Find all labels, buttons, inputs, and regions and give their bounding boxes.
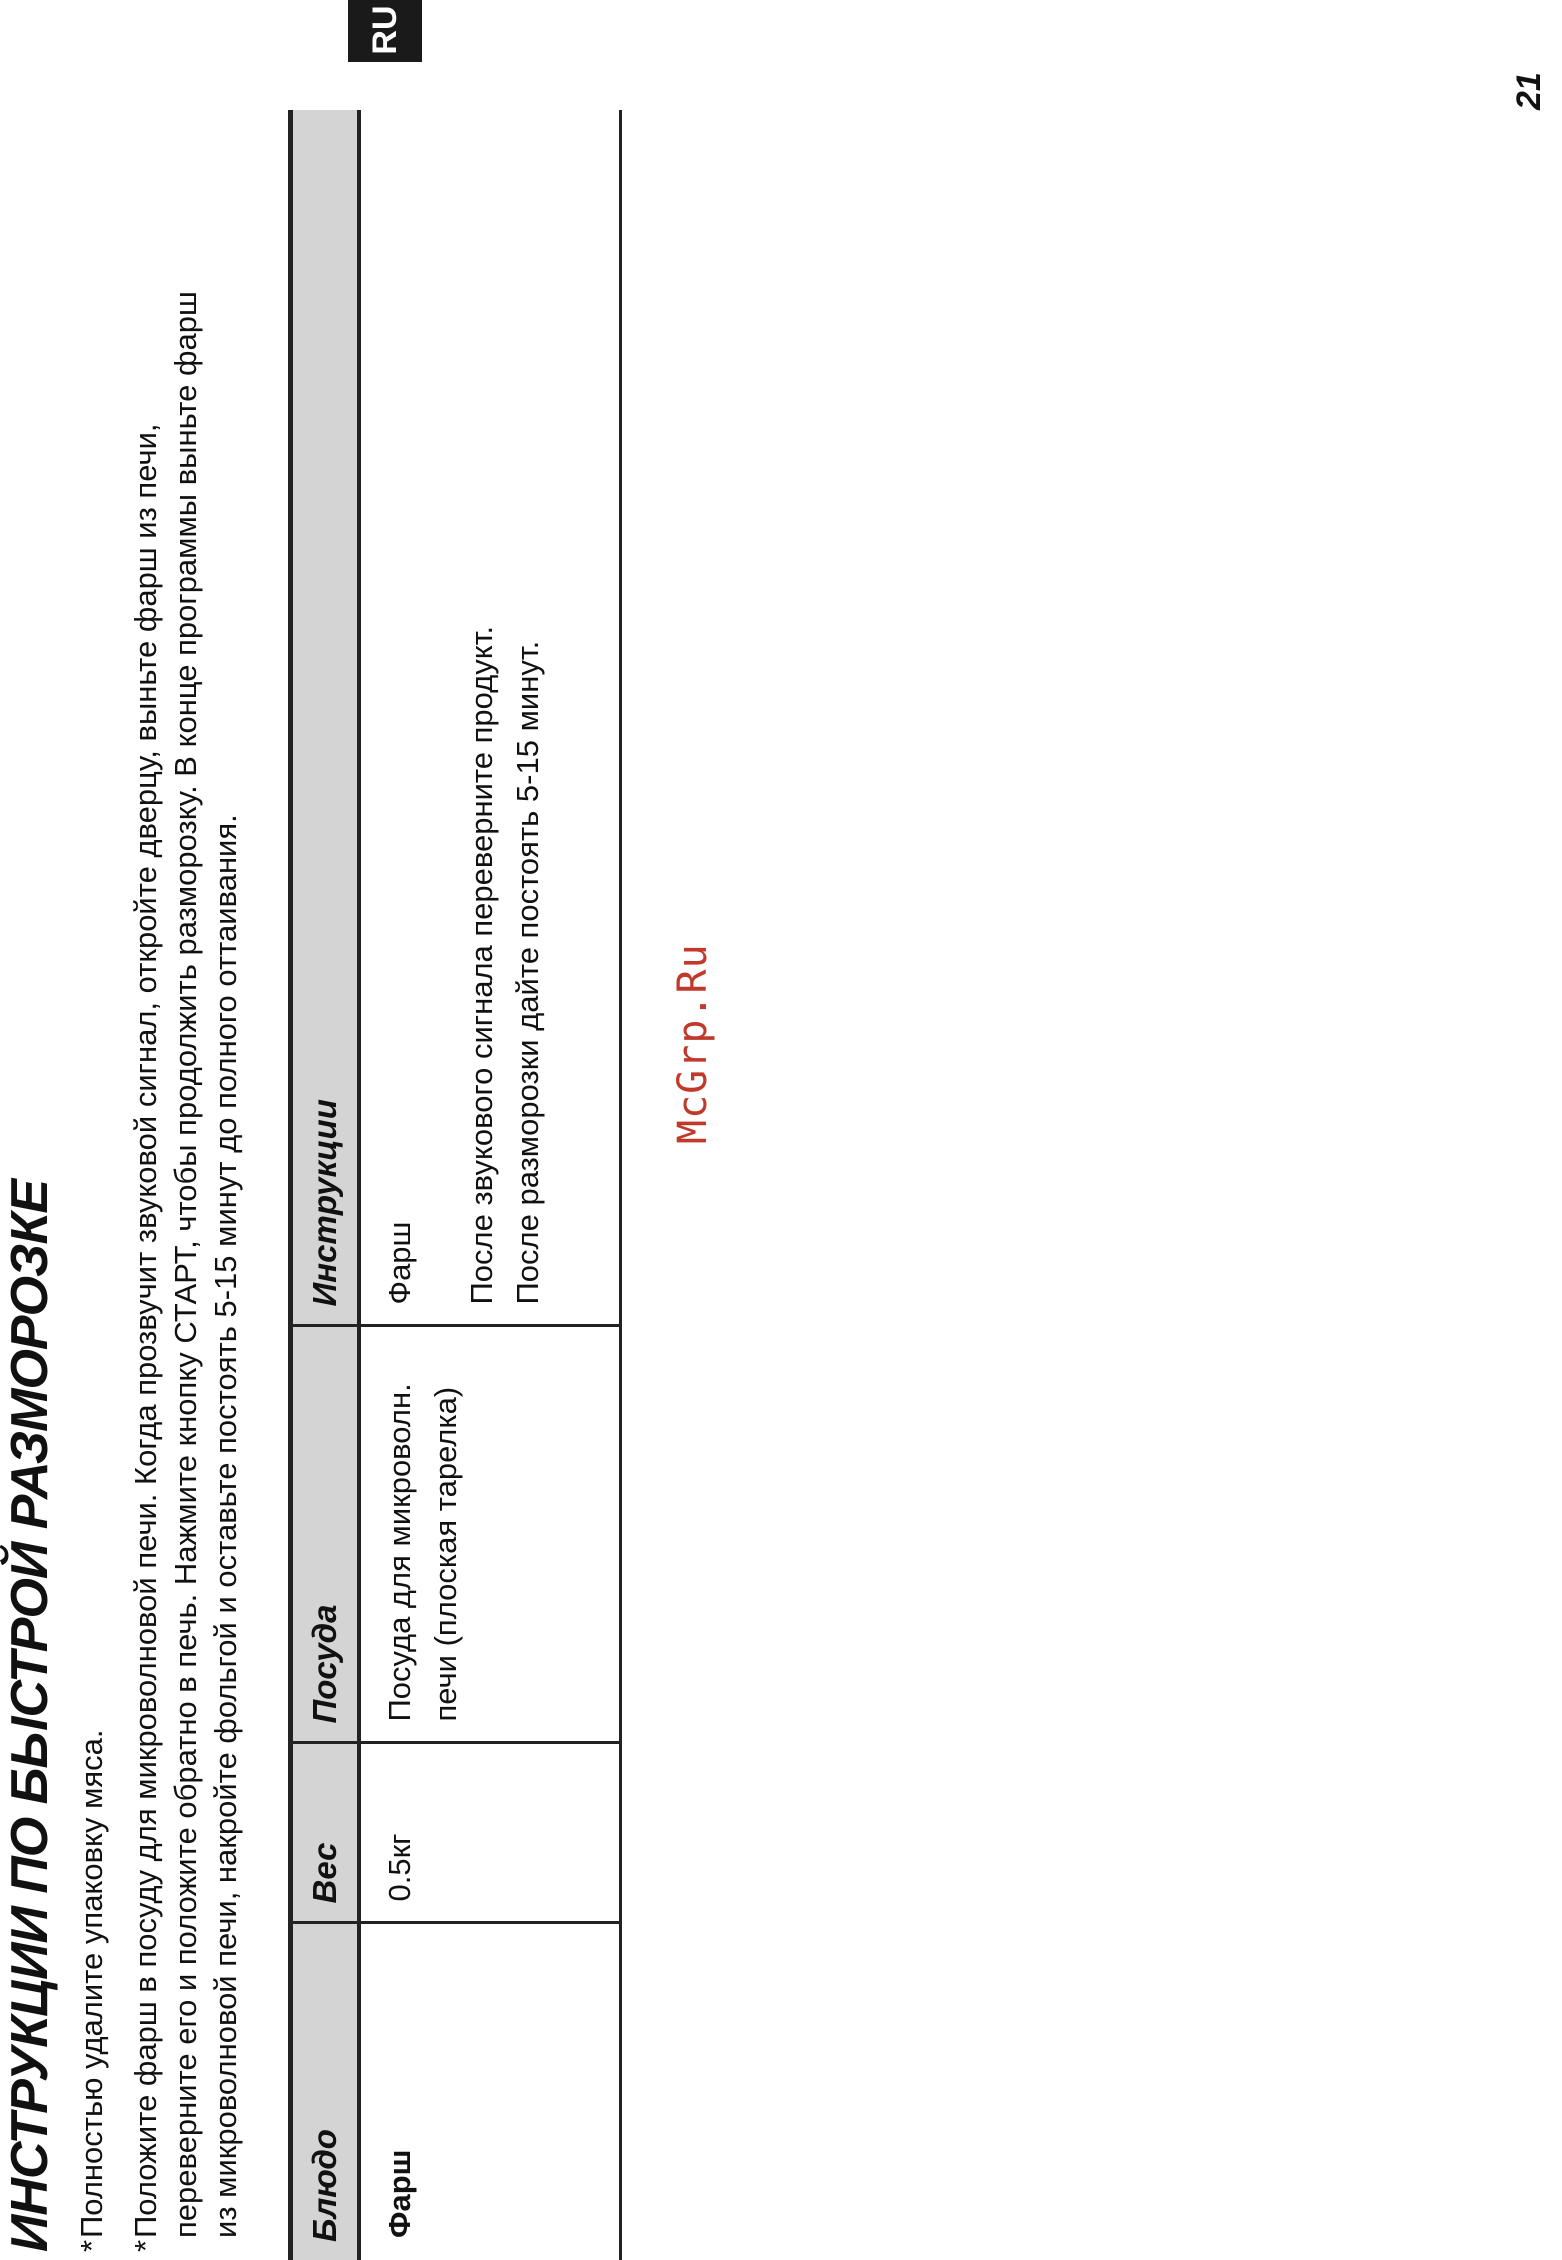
page-number: 21	[1510, 72, 1548, 110]
cell-weight: 0.5кг	[359, 1743, 621, 1923]
note-line: Положите фарш в посуду для микроволновой печи. Когда прозвучит звуковой сигнал, откройте дверцу, выньте фарш из печи,	[128, 423, 163, 2238]
watermark: McGrp.Ru	[670, 943, 716, 1144]
language-badge: RU	[348, 0, 422, 62]
instruction-spacer	[423, 110, 459, 1305]
instruction-line: После разморозки дайте постоять 5-15 минут.	[510, 640, 545, 1305]
note-bullet: *	[74, 2239, 109, 2252]
cell-dish: Фарш	[359, 1923, 621, 2260]
note-defrost-steps	[126, 291, 246, 2252]
defrost-table	[288, 110, 622, 2260]
cell-cookware	[359, 1326, 621, 1743]
cookware-line: печи (плоская тарелка)	[428, 1386, 463, 1722]
note-line: переверните его и положите обратно в печь. Нажмите кнопку СТАРТ, чтобы продолжить разморозку. В конце программы выньте фарш	[168, 291, 203, 2238]
instruction-title: Фарш	[382, 1221, 417, 1305]
note-bullet: *	[128, 2239, 163, 2252]
table-row	[359, 110, 621, 2260]
cell-instructions	[359, 110, 621, 1326]
page-title: ИНСТРУКЦИИ ПО БЫСТРОЙ РАЗМОРОЗКЕ	[1, 1179, 59, 2252]
header-cookware: Посуда	[291, 1326, 360, 1743]
note-remove-packaging	[72, 1729, 112, 2252]
cookware-line: Посуда для микроволн.	[382, 1383, 417, 1722]
instruction-line: После звукового сигнала переверните продукт.	[464, 625, 499, 1305]
note-line: из микроволновой печи, накройте фольгой и оставьте постоять 5-15 минут до полного оттаивания.	[208, 814, 243, 2238]
header-dish: Блюдо	[291, 1923, 360, 2260]
note-line: Полностью удалите упаковку мяса.	[74, 1729, 109, 2238]
table-header-row	[291, 110, 360, 2260]
header-instructions: Инструкции	[291, 110, 360, 1326]
header-weight: Вес	[291, 1743, 360, 1923]
